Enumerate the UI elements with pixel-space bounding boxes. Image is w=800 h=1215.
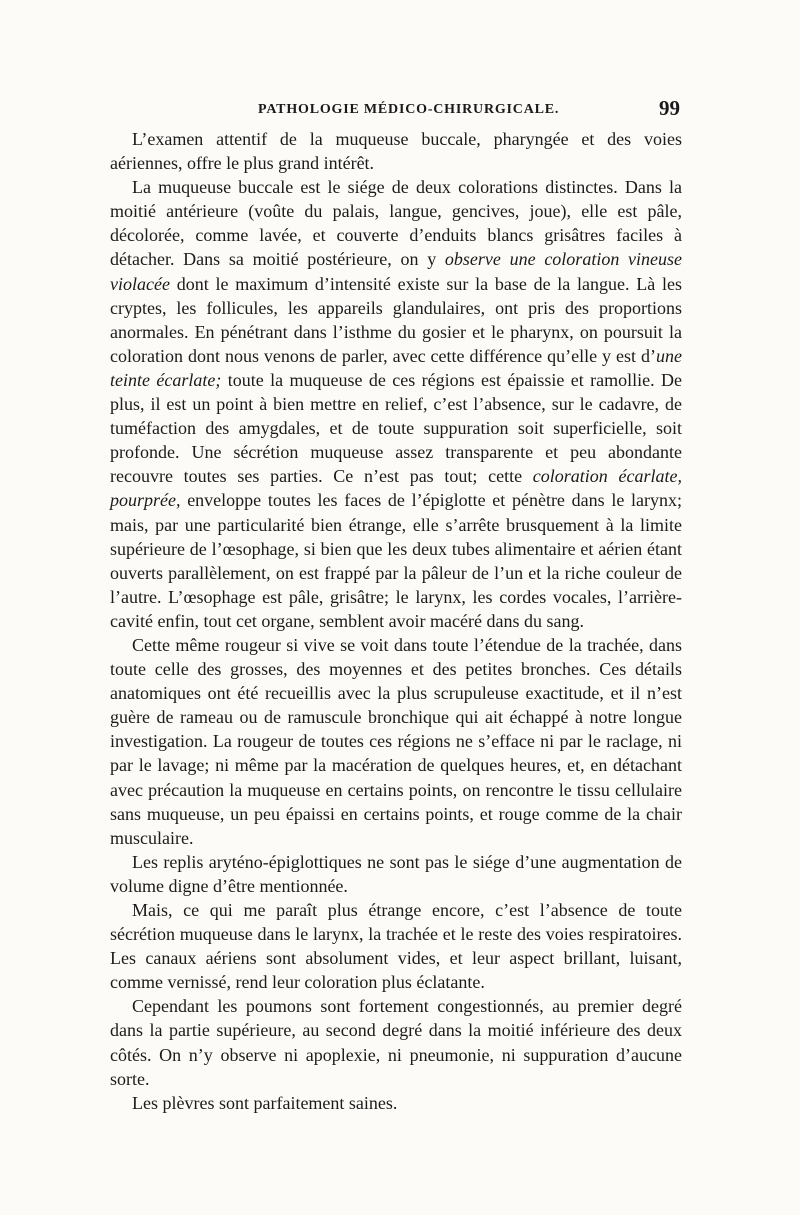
- text-run: Cependant les poumons sont fortement congestionnés, au premier degré dans la partie supérieure, au second degré dans la moitié inférieure des deux côtés. On n’y observe ni apoplexie, ni pneumonie, ni suppuration d’aucune sorte.: [110, 996, 682, 1089]
- text-run: L’examen attentif de la muqueuse buccale, pharyngée et des voies aériennes, offre le plus grand intérêt.: [110, 129, 682, 174]
- text-run: La muqueuse buccale est le siége de deux colorations distinctes. Dans la moitié antérieure (voûte du palais, langue, gencives, joue), elle est pâle, décolorée, comme lavée, et couverte d’enduits blancs grisâtres faciles à détacher. Dans sa moitié postérieure, on y: [110, 177, 682, 270]
- text-run: Les plèvres sont parfaitement saines.: [132, 1092, 398, 1113]
- paragraph: [110, 994, 682, 1090]
- paragraph: [110, 127, 682, 175]
- paragraph: [110, 898, 682, 994]
- paragraph: [110, 175, 682, 633]
- italic-run: coloration écarlate, pourprée,: [110, 466, 682, 511]
- running-title: PATHOLOGIE MÉDICO-CHIRURGICALE.: [258, 102, 560, 117]
- page-number: 99: [659, 96, 680, 120]
- italic-run: observe une coloration vineuse violacée: [110, 249, 683, 294]
- text-run: Les replis aryténo-épiglottiques ne sont pas le siége d’une augmentation de volume digne d’être mentionnée.: [110, 851, 682, 896]
- body-text: [110, 127, 682, 1115]
- text-run: enveloppe toutes les faces de l’épiglotte et pénètre dans le larynx; mais, par une particularité bien étrange, elle s’arrête brusquement à la limite supérieure de l’œsophage, si bien que les deux tubes alimentaire et aérien étant ouverts parallèlement, on est frappé par la pâleur de l’un et la riche couleur de l’autre. L’œsophage est pâle, grisâtre; le larynx, les cordes vocales, l’arrière-cavité enfin, tout cet organe, semblent avoir macéré dans du sang.: [110, 490, 682, 631]
- italic-run: une teinte écarlate;: [110, 345, 682, 390]
- text-run: dont le maximum d’intensité existe sur la base de la langue. Là les cryptes, les follicules, les appareils glandulaires, ont pris des proportions anormales. En pénétrant dans l’isthme du gosier et le pharynx, on poursuit la coloration dont nous venons de parler, avec cette différence qu’elle y est d’: [110, 273, 682, 366]
- text-run: toute la muqueuse de ces régions est épaissie et ramollie. De plus, il est un point à bien mettre en relief, c’est l’absence, sur le cadavre, de tuméfaction des amygdales, et de toute suppuration soit superficielle, soit profonde. Une sécrétion muqueuse assez transparente et peu abondante recouvre toutes ses parties. Ce n’est pas tout; cette: [110, 369, 682, 487]
- paragraph: [110, 633, 682, 850]
- page-header: [110, 96, 682, 128]
- text-run: Mais, ce qui me paraît plus étrange encore, c’est l’absence de toute sécrétion muqueuse dans le larynx, la trachée et le reste des voies respiratoires. Les canaux aériens sont absolument vides, et leur aspect brillant, luisant, comme vernissé, rend leur coloration plus éclatante.: [110, 900, 682, 993]
- paragraph: [110, 1091, 682, 1115]
- text-run: Cette même rougeur si vive se voit dans toute l’étendue de la trachée, dans toute celle des grosses, des moyennes et des petites bronches. Ces détails anatomiques ont été recueillis avec la plus scrupuleuse exactitude, et il n’est guère de rameau ou de ramuscule bronchique qui ait échappé à notre longue investigation. La rougeur de toutes ces régions ne s’efface ni par le raclage, ni par le lavage; ni même par la macération de quelques heures, et, en détachant avec précaution la muqueuse en certains points, on rencontre le tissu cellulaire sans muqueuse, un peu épaissi en certains points, et rouge comme de la chair musculaire.: [110, 634, 682, 848]
- paragraph: [110, 850, 682, 898]
